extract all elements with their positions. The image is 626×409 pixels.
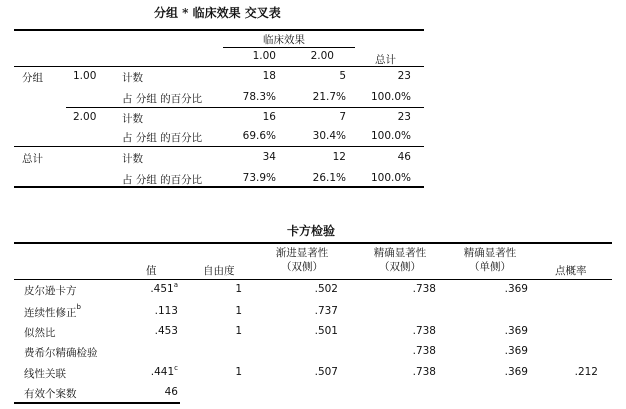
cell-value: 1	[235, 366, 242, 378]
crosstab-title: 分组 * 临床效果 交叉表	[154, 6, 281, 20]
count-label: 计数	[122, 113, 143, 125]
cell-value: 1	[235, 283, 242, 295]
crosstab-total-header: 总计	[375, 54, 396, 66]
cell-value: .441$^c$	[150, 364, 178, 378]
percent-label: 占 分组 的百分比	[122, 174, 203, 186]
chisq-row-label: 线性关联	[24, 368, 66, 380]
percent-label: 占 分组 的百分比	[122, 132, 203, 144]
chisq-top-rule	[14, 242, 612, 244]
cell-value: 46	[397, 151, 411, 163]
chisq-row-label: 连续性修正$^b$	[24, 303, 81, 319]
cell-value: 69.6%	[242, 130, 276, 142]
cell-value: 46	[164, 386, 178, 398]
crosstab-group-underline	[223, 47, 355, 48]
chisq-row-label: 皮尔逊卡方	[24, 285, 77, 297]
cell-value: .738	[412, 345, 436, 357]
chisq-header-exact2-sub: （双侧）	[379, 261, 421, 273]
cell-value: 100.0%	[370, 130, 411, 142]
cell-value: .369	[504, 283, 528, 295]
chisq-header-asymp-sub: （双侧）	[281, 261, 323, 273]
cell-value: .212	[574, 366, 598, 378]
chisq-header-point: 点概率	[555, 265, 587, 277]
cell-value: .507	[314, 366, 338, 378]
cell-value: 5	[339, 70, 346, 82]
cell-value: .369	[504, 366, 528, 378]
cell-value: .451$^a$	[150, 281, 178, 295]
cell-value: .738	[412, 283, 436, 295]
crosstab-col2-header: 2.00	[310, 50, 334, 62]
crosstab-top-rule	[14, 29, 424, 31]
cell-value: 12	[332, 151, 346, 163]
chisq-bottom-rule	[14, 402, 180, 404]
crosstab-total-rule	[14, 146, 424, 147]
chisq-row-label: 有效个案数	[24, 388, 77, 400]
cell-value: 100.0%	[370, 172, 411, 184]
cell-value: .113	[154, 305, 178, 317]
chisq-row-label: 似然比	[24, 327, 56, 339]
chisq-header-asymp: 渐进显著性	[275, 247, 329, 259]
cell-value: .369	[504, 345, 528, 357]
cell-value: .738	[412, 366, 436, 378]
cell-value: 23	[397, 111, 411, 123]
cell-value: .369	[504, 325, 528, 337]
crosstab-level-1: 1.00	[73, 70, 97, 82]
cell-value: 18	[262, 70, 276, 82]
cell-value: .453	[154, 325, 178, 337]
percent-label: 占 分组 的百分比	[122, 93, 203, 105]
cell-value: .502	[314, 283, 338, 295]
cell-value: .738	[412, 325, 436, 337]
chisq-header-exact2: 精确显著性	[373, 247, 427, 259]
crosstab-col-group-header: 临床效果	[263, 34, 305, 46]
crosstab-level-2: 2.00	[73, 111, 97, 123]
crosstab-col1-header: 1.00	[252, 50, 276, 62]
cell-value: 1	[235, 305, 242, 317]
cell-value: 26.1%	[312, 172, 346, 184]
chisq-row-label: 费希尔精确检验	[24, 347, 98, 359]
cell-value: 100.0%	[370, 91, 411, 103]
cell-value: .501	[314, 325, 338, 337]
cell-value: 16	[262, 111, 276, 123]
cell-value: 34	[262, 151, 276, 163]
cell-value: 21.7%	[312, 91, 346, 103]
count-label: 计数	[122, 153, 143, 165]
crosstab-total-label: 总计	[22, 153, 43, 165]
crosstab-row-rule	[66, 107, 424, 108]
crosstab-header-rule	[14, 66, 424, 67]
chisq-header-rule	[14, 279, 612, 280]
chisq-header-exact1: 精确显著性	[463, 247, 517, 259]
crosstab-row-group-label: 分组	[22, 72, 43, 84]
chisq-header-exact1-sub: （单侧）	[469, 261, 511, 273]
cell-value: 30.4%	[312, 130, 346, 142]
cell-value: 73.9%	[242, 172, 276, 184]
crosstab-bottom-rule	[14, 186, 424, 188]
chisq-header-value: 值	[146, 265, 157, 277]
chisq-title: 卡方检验	[287, 224, 336, 238]
cell-value: 1	[235, 325, 242, 337]
count-label: 计数	[122, 72, 143, 84]
chisq-header-df: 自由度	[203, 265, 235, 277]
cell-value: 23	[397, 70, 411, 82]
cell-value: 78.3%	[242, 91, 276, 103]
cell-value: 7	[339, 111, 346, 123]
cell-value: .737	[314, 305, 338, 317]
